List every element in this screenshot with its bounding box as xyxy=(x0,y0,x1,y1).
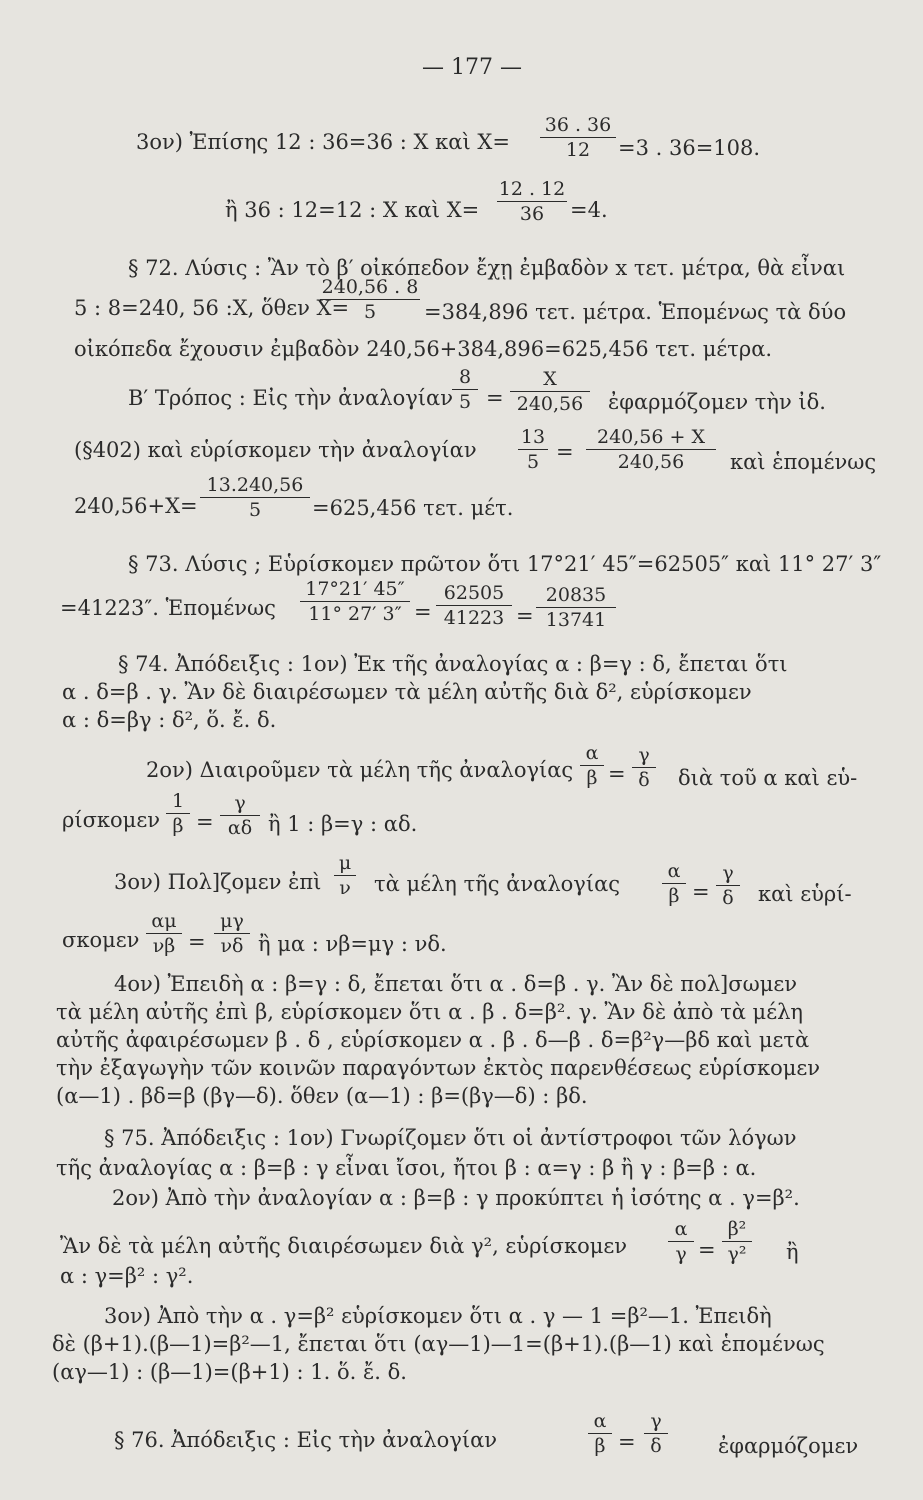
fraction: β² γ² xyxy=(722,1218,752,1265)
text-line: = xyxy=(692,880,710,904)
text-line: ἢ 36 : 12=12 : Χ καὶ Χ= xyxy=(225,198,480,222)
fraction: 13 5 xyxy=(518,426,548,473)
fraction: 36 . 36 12 xyxy=(540,114,616,161)
text-line: = xyxy=(618,1430,636,1454)
fraction: X 240,56 xyxy=(510,368,590,415)
text-line: § 76. Ἀπόδειξις : Εἰς τὴν ἀναλογίαν xyxy=(114,1428,498,1452)
fraction: αμ νβ xyxy=(146,910,182,957)
text-line: ἢ xyxy=(786,1240,799,1264)
fraction: 12 . 12 36 xyxy=(498,178,566,225)
text-line: τὰ μέλη αὐτῆς ἐπὶ β, εὑρίσκομεν ὅτι α . β . δ=β². γ. Ἂν δὲ ἀπὸ τὰ μέλη xyxy=(56,1000,803,1024)
text-line: 3ον) Πολ]ζομεν ἐπὶ xyxy=(114,870,322,894)
text-line: ρίσκομεν xyxy=(62,808,160,832)
text-line: ἐφαρμόζομεν xyxy=(718,1434,859,1458)
fraction: μγ νδ xyxy=(214,910,250,957)
text-line: (α—1) . βδ=β (βγ—δ). ὅθεν (α—1) : β=(βγ—δ) : βδ. xyxy=(56,1084,588,1108)
fraction: γ δ xyxy=(632,744,656,791)
text-line: διὰ τοῦ α καὶ εὑ- xyxy=(678,766,858,790)
text-line: οἰκόπεδα ἔχουσιν ἐμβαδὸν 240,56+384,896=625,456 τετ. μέτρα. xyxy=(74,337,773,361)
text-line: δὲ (β+1).(β—1)=β²—1, ἔπεται ὅτι (αγ—1)—1=(β+1).(β—1) καὶ ἑπομένως xyxy=(52,1332,825,1356)
fraction: α γ xyxy=(668,1218,694,1265)
text-line: = xyxy=(486,386,504,410)
text-line: = xyxy=(698,1238,716,1262)
text-line: καὶ ἑπομένως xyxy=(730,450,877,474)
text-line: 3ον) Ἀπὸ τὴν α . γ=β² εὑρίσκομεν ὅτι α . γ — 1 =β²—1. Ἐπειδὴ xyxy=(104,1304,772,1328)
text-line: = xyxy=(414,600,432,624)
page-number: — 177 — xyxy=(422,55,522,80)
fraction: 8 5 xyxy=(452,366,478,413)
text-line: 2ον) Διαιροῦμεν τὰ μέλη τῆς ἀναλογίας xyxy=(146,758,574,782)
text-line: 240,56+Χ= xyxy=(74,494,198,518)
fraction: 17°21′ 45″ 11° 27′ 3″ xyxy=(300,578,410,625)
text-line: =3 . 36=108. xyxy=(618,136,761,160)
fraction: 240,56 + X 240,56 xyxy=(586,426,716,473)
text-line: τῆς ἀναλογίας α : β=β : γ εἶναι ἴσοι, ἤτοι β : α=γ : β ἢ γ : β=β : α. xyxy=(56,1156,757,1180)
text-line: 3ον) Ἐπίσης 12 : 36=36 : Χ καὶ Χ= xyxy=(136,130,510,154)
text-line: = xyxy=(516,604,534,628)
text-line: α : γ=β² : γ². xyxy=(60,1264,194,1288)
fraction: γ δ xyxy=(644,1410,668,1457)
text-line: τὰ μέλη τῆς ἀναλογίας xyxy=(374,872,621,896)
text-line: § 73. Λύσις ; Εὑρίσκομεν πρῶτον ὅτι 17°21′ 45″=62505″ καὶ 11° 27′ 3″ xyxy=(128,552,882,576)
text-line: τὴν ἐξαγωγὴν τῶν κοινῶν παραγόντων ἐκτὸς παρενθέσεως εὑρίσκομεν xyxy=(56,1056,821,1080)
text-line: (§402) καὶ εὑρίσκομεν τὴν ἀναλογίαν xyxy=(74,438,477,462)
fraction: γ αδ xyxy=(220,792,260,839)
text-line: = xyxy=(196,810,214,834)
text-line: =41223″. Ἑπομένως xyxy=(60,596,276,620)
fraction: 13.240,56 5 xyxy=(200,474,310,521)
text-line: 4ον) Ἐπειδὴ α : β=γ : δ, ἔπεται ὅτι α . δ=β . γ. Ἂν δὲ πολ]σωμεν xyxy=(114,972,797,996)
text-line: § 72. Λύσις : Ἂν τὸ β′ οἰκόπεδον ἔχῃ ἐμβαδὸν x τετ. μέτρα, θὰ εἶναι xyxy=(128,256,846,280)
text-line: 5 : 8=240, 56 :Χ, ὅθεν Χ= xyxy=(74,296,350,320)
fraction: μ ν xyxy=(334,852,356,899)
fraction: α β xyxy=(580,742,604,789)
fraction: 240,56 . 8 5 xyxy=(321,276,419,323)
text-line: § 74. Ἀπόδειξις : 1ον) Ἐκ τῆς ἀναλογίας α : β=γ : δ, ἔπεται ὅτι xyxy=(118,652,788,676)
text-line: α : δ=βγ : δ², ὅ. ἔ. δ. xyxy=(62,708,277,732)
text-line: σκομεν xyxy=(62,928,140,952)
text-line: αὐτῆς ἀφαιρέσωμεν β . δ , εὑρίσκομεν α . β . δ—β . δ=β²γ—βδ καὶ μετὰ xyxy=(56,1028,810,1052)
fraction: 1 β xyxy=(166,790,190,837)
fraction: 20835 13741 xyxy=(536,584,616,631)
text-line: (αγ—1) : (β—1)=(β+1) : 1. ὅ. ἔ. δ. xyxy=(52,1360,407,1384)
text-line: = xyxy=(556,440,574,464)
text-line: ἐφαρμόζομεν τὴν ἰδ. xyxy=(608,390,826,414)
text-line: ἢ μα : νβ=μγ : νδ. xyxy=(258,932,447,956)
text-line: καὶ εὑρί- xyxy=(758,882,852,906)
text-line: α . δ=β . γ. Ἂν δὲ διαιρέσωμεν τὰ μέλη αὐτῆς διὰ δ², εὑρίσκομεν xyxy=(62,680,752,704)
text-line: =4. xyxy=(570,198,608,222)
text-line: = xyxy=(188,930,206,954)
text-line: ἢ 1 : β=γ : αδ. xyxy=(268,812,418,836)
fraction: 62505 41223 xyxy=(436,582,512,629)
text-line: Β′ Τρόπος : Εἰς τὴν ἀναλογίαν xyxy=(128,386,453,410)
text-line: = xyxy=(608,762,626,786)
fraction: γ δ xyxy=(716,862,740,909)
text-line: § 75. Ἀπόδειξις : 1ον) Γνωρίζομεν ὅτι οἱ ἀντίστροφοι τῶν λόγων xyxy=(104,1126,797,1150)
text-line: =625,456 τετ. μέτ. xyxy=(312,496,514,520)
text-line: Ἂν δὲ τὰ μέλη αὐτῆς διαιρέσωμεν διὰ γ², εὑρίσκομεν xyxy=(60,1234,628,1258)
text-line: 2ον) Ἀπὸ τὴν ἀναλογίαν α : β=β : γ προκύπτει ἡ ἰσότης α . γ=β². xyxy=(112,1186,800,1210)
text-line: =384,896 τετ. μέτρα. Ἑπομένως τὰ δύο xyxy=(424,300,847,324)
fraction: α β xyxy=(588,1410,612,1457)
fraction: α β xyxy=(662,860,686,907)
